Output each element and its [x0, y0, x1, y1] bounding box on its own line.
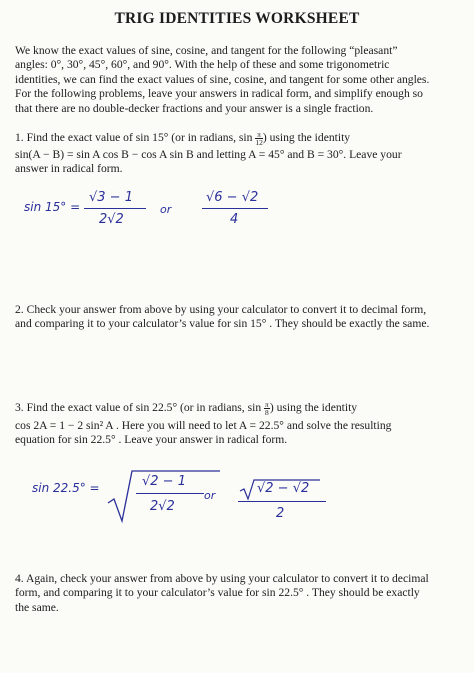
question-3-line: cos 2A = 1 − 2 sin² A . Here you will need to let A = 22.5° and solve the resulting: [15, 419, 392, 432]
question-1-line: sin(A − B) = sin A cos B − cos A sin B and letting A = 45° and B = 30°. Leave your: [15, 148, 402, 161]
hw-or: or: [204, 489, 216, 502]
question-1-text: 1. Find the exact value of sin 15° (or in radians, sin: [15, 131, 256, 145]
question-1: [15, 131, 457, 177]
intro-line: that there are no double-decker fractions and your answer is a single fraction.: [15, 101, 374, 115]
question-3: [15, 401, 457, 448]
question-2-line: 2. Check your answer from above by using your calculator to convert it to decimal form,: [15, 303, 427, 316]
q3-handwritten-answer: [32, 469, 332, 525]
radian-fraction: [255, 131, 263, 146]
fraction-bar: [202, 208, 268, 209]
hw-numerator: √2 − √2: [257, 481, 310, 496]
hw-lhs: sin 15° =: [24, 200, 81, 214]
hw-numerator: √2 − 1: [142, 474, 186, 489]
fraction-bar: [136, 493, 204, 494]
intro-line: angles: 0°, 30°, 45°, 60°, and 90°. With the help of these and some trigonometric: [15, 58, 390, 72]
question-1-line: [15, 131, 457, 146]
fraction-denominator: 12: [255, 138, 263, 147]
fraction-numerator: π: [265, 400, 269, 409]
question-3-line: [15, 401, 457, 416]
question-2: [15, 303, 457, 332]
fraction-bar: [238, 501, 326, 502]
q1-handwritten-answer: [24, 190, 284, 236]
question-3-line: equation for sin 22.5° . Leave your answer in radical form.: [15, 433, 288, 447]
intro-line: We know the exact values of sine, cosine, and tangent for the following “pleasant”: [15, 44, 398, 57]
hw-denominator: 2: [276, 506, 285, 521]
question-2-line: and comparing it to your calculator’s value for sin 15° . They should be exactly the same.: [15, 317, 430, 331]
fraction-numerator: π: [257, 130, 261, 139]
question-1-line: answer in radical form.: [15, 162, 123, 176]
question-3-text: ) using the identity: [269, 401, 358, 415]
intro-paragraph: [15, 44, 457, 116]
hw-denominator: 2√2: [99, 212, 124, 227]
hw-denominator: 4: [230, 212, 239, 227]
fraction-denominator: 8: [265, 408, 269, 417]
fraction-bar: [84, 208, 146, 209]
hw-numerator: √3 − 1: [89, 190, 133, 205]
hw-lhs: sin 22.5° =: [32, 481, 100, 495]
page-title: TRIG IDENTITIES WORKSHEET: [114, 10, 360, 27]
question-4-line: form, and comparing it to your calculator’s value for sin 22.5° . They should be exactly: [15, 586, 420, 600]
intro-line: For the following problems, leave your answers in radical form, and simplify enough so: [15, 87, 423, 101]
question-1-text: ) using the identity: [262, 131, 351, 145]
hw-numerator: √6 − √2: [206, 190, 259, 205]
intro-line: identities, we can find the exact values of sine, cosine, and tangent for some other angles.: [15, 72, 430, 86]
hw-or: or: [160, 203, 172, 216]
question-4-line: 4. Again, check your answer from above by using your calculator to convert it to decimal: [15, 572, 429, 585]
question-4: [15, 572, 457, 615]
question-4-line: the same.: [15, 600, 59, 614]
question-3-text: 3. Find the exact value of sin 22.5° (or in radians, sin: [15, 401, 265, 415]
hw-denominator: 2√2: [150, 499, 175, 514]
